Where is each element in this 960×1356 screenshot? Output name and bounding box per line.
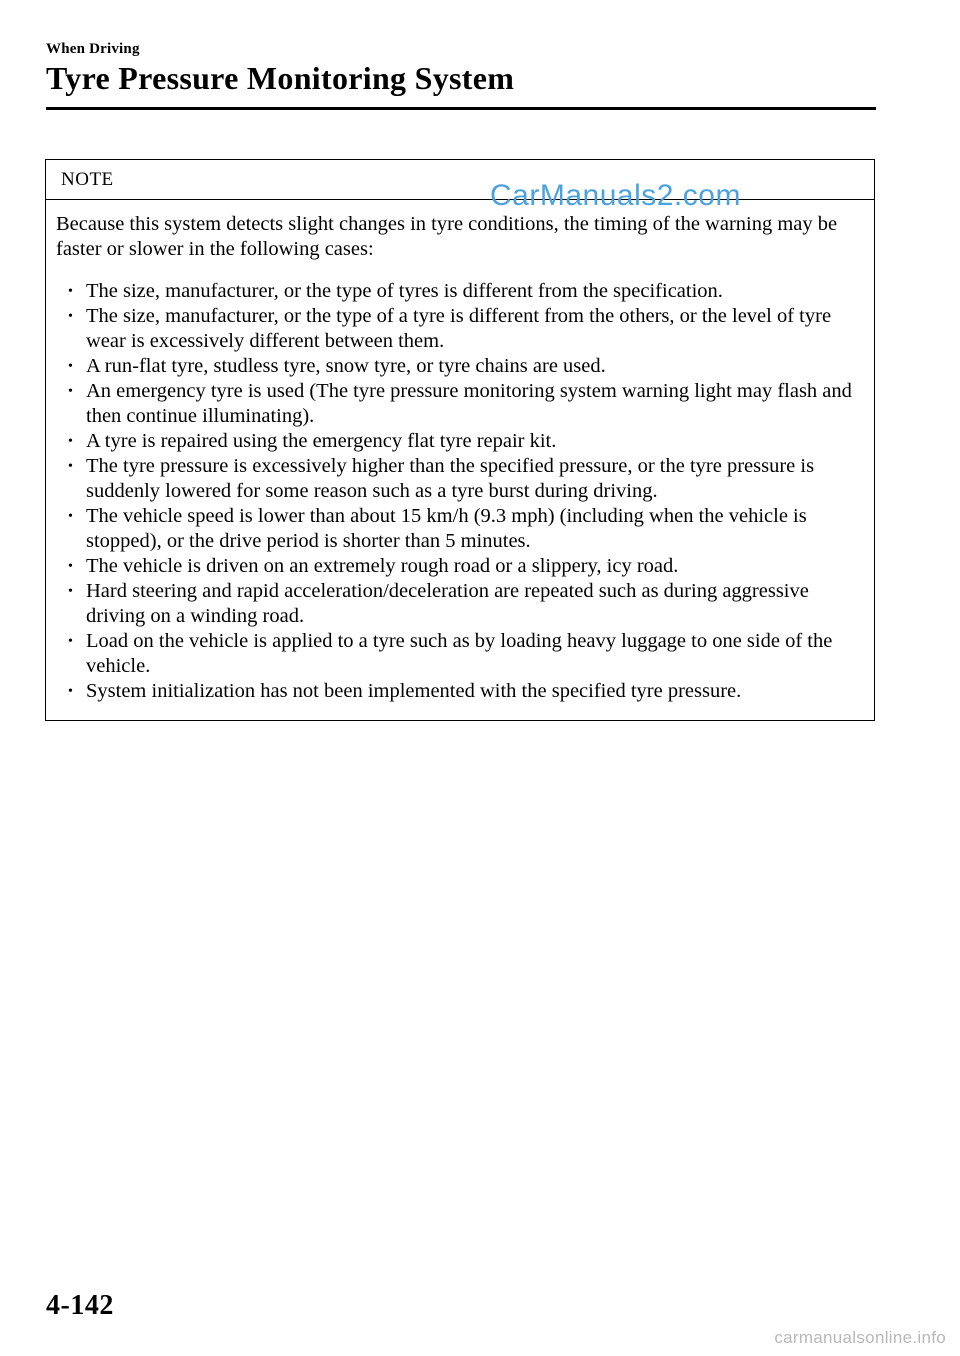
list-item-text: Hard steering and rapid acceleration/deceleration are repeated such as during aggressive driving on a winding road. bbox=[86, 580, 809, 627]
page-number: 4-142 bbox=[46, 1290, 114, 1321]
list-item bbox=[56, 354, 866, 379]
list-item bbox=[56, 629, 866, 679]
list-item bbox=[56, 279, 866, 304]
bullet-list bbox=[56, 279, 866, 704]
page-title: Tyre Pressure Monitoring System bbox=[46, 60, 515, 96]
watermark-logo: CarManuals2.com bbox=[490, 179, 741, 212]
bullet-icon: • bbox=[68, 309, 73, 324]
bullet-icon: • bbox=[68, 434, 73, 449]
list-item bbox=[56, 679, 866, 704]
bullet-icon: • bbox=[68, 684, 73, 699]
list-item-text: System initialization has not been implemented with the specified tyre pressure. bbox=[86, 680, 742, 702]
bullet-icon: • bbox=[68, 459, 73, 474]
list-item bbox=[56, 454, 866, 504]
list-item bbox=[56, 429, 866, 454]
note-label: NOTE bbox=[61, 169, 114, 190]
list-item bbox=[56, 554, 866, 579]
list-item-text: The tyre pressure is excessively higher than the specified pressure, or the tyre pressure is suddenly lowered for some reason such as a tyre burst during driving. bbox=[86, 455, 815, 502]
note-intro: Because this system detects slight changes in tyre conditions, the timing of the warning may be faster or slower in the following cases: bbox=[56, 213, 838, 260]
list-item bbox=[56, 579, 866, 629]
list-item-text: The vehicle is driven on an extremely rough road or a slippery, icy road. bbox=[86, 555, 679, 577]
list-item-text: Load on the vehicle is applied to a tyre such as by loading heavy luggage to one side of the vehicle. bbox=[86, 630, 833, 677]
list-item-text: The size, manufacturer, or the type of a tyre is different from the others, or the level of tyre wear is excessively different between them. bbox=[86, 305, 832, 352]
list-item-text: The vehicle speed is lower than about 15 km/h (9.3 mph) (including when the vehicle is stopped), or the drive period is shorter than 5 minutes. bbox=[86, 505, 807, 552]
bullet-icon: • bbox=[68, 384, 73, 399]
bullet-icon: • bbox=[68, 634, 73, 649]
list-item-text: A tyre is repaired using the emergency flat tyre repair kit. bbox=[86, 430, 557, 452]
list-item bbox=[56, 304, 866, 354]
list-item-text: A run-flat tyre, studless tyre, snow tyre, or tyre chains are used. bbox=[86, 355, 606, 377]
bullet-icon: • bbox=[68, 584, 73, 599]
list-item-text: An emergency tyre is used (The tyre pressure monitoring system warning light may flash and then continue illuminating). bbox=[86, 380, 852, 427]
note-box bbox=[45, 159, 875, 721]
bullet-icon: • bbox=[68, 509, 73, 524]
list-item bbox=[56, 379, 866, 429]
title-divider bbox=[46, 107, 876, 110]
footer-site-link[interactable]: carmanualsonline.info bbox=[774, 1328, 946, 1347]
list-item bbox=[56, 504, 866, 554]
bullet-icon: • bbox=[68, 559, 73, 574]
note-body bbox=[46, 200, 874, 704]
bullet-icon: • bbox=[68, 284, 73, 299]
list-item-text: The size, manufacturer, or the type of tyres is different from the specification. bbox=[86, 280, 723, 302]
bullet-icon: • bbox=[68, 359, 73, 374]
section-label: When Driving bbox=[46, 41, 140, 57]
note-header bbox=[46, 160, 874, 212]
